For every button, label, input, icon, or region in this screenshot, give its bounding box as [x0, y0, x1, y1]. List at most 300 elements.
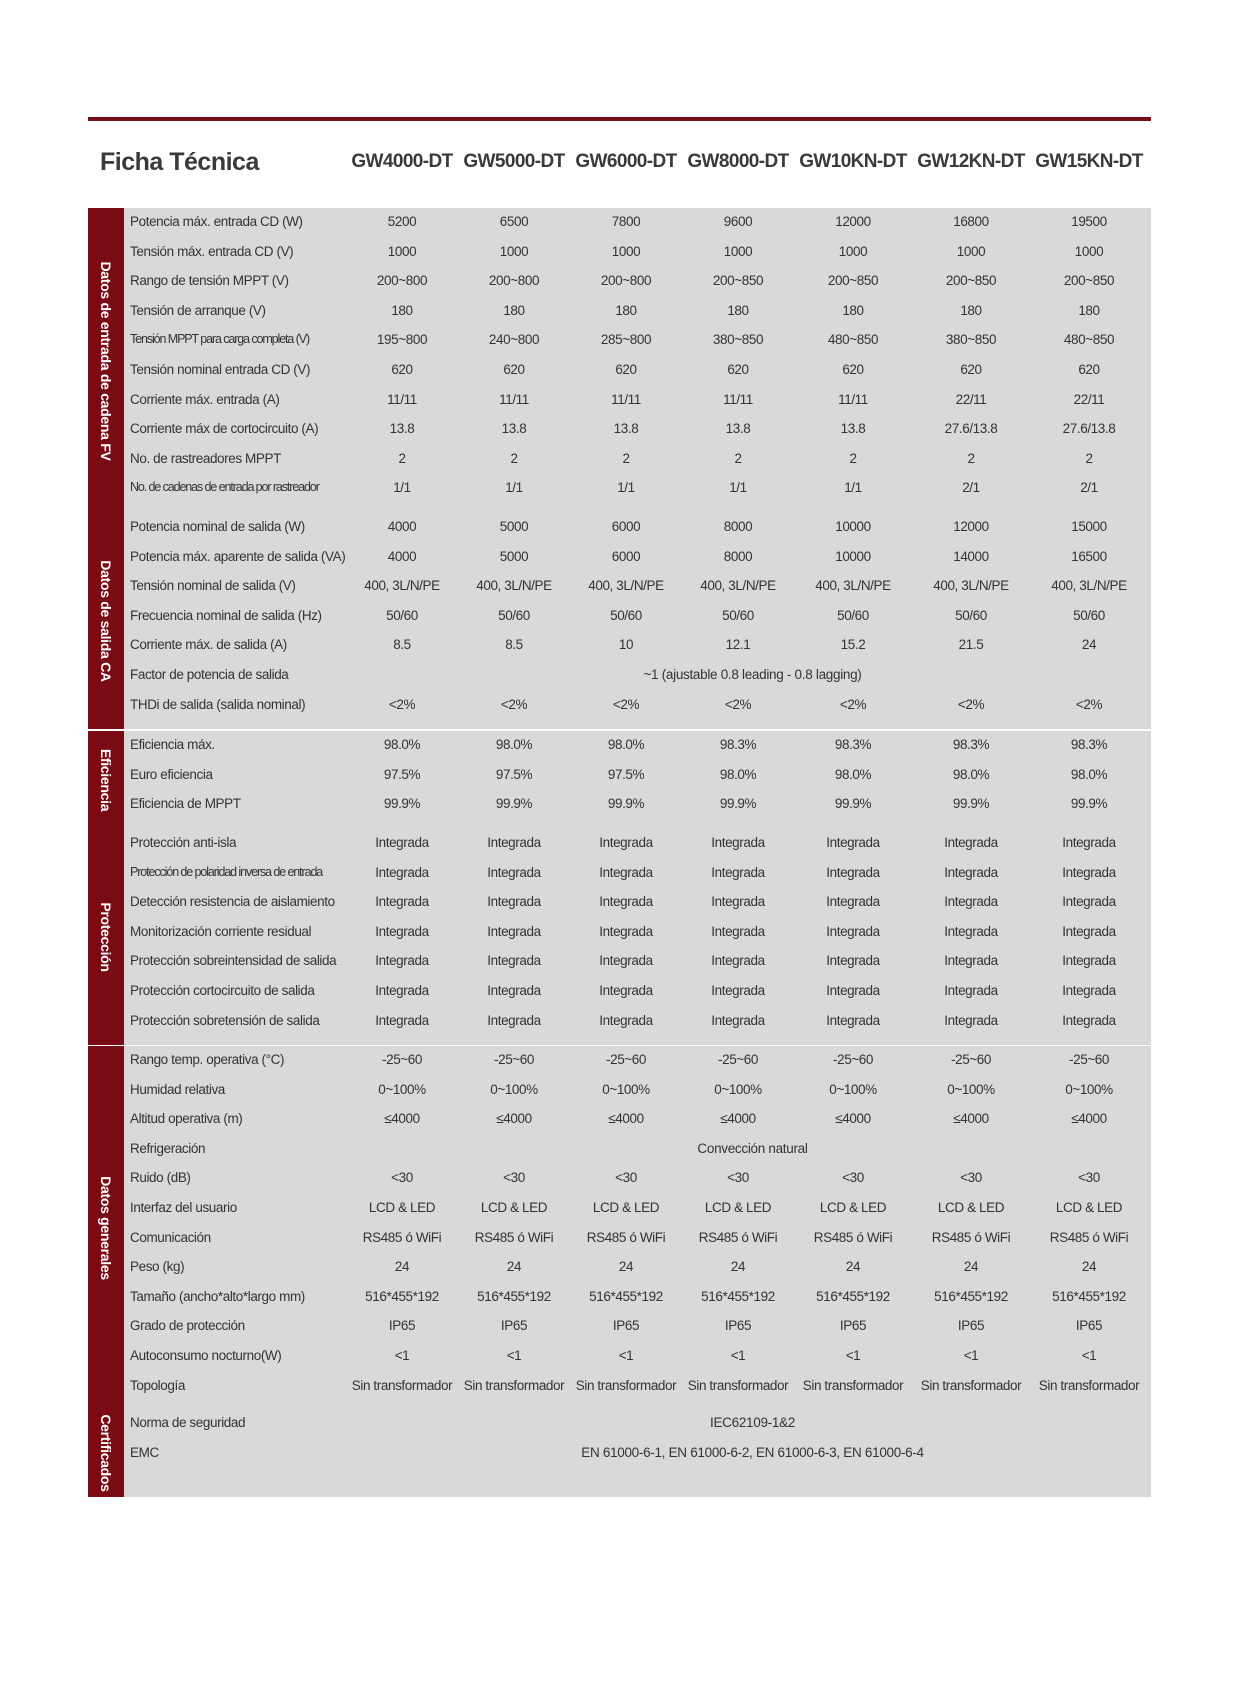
spec-row — [124, 791, 1151, 821]
spec-value: 98.3% — [1070, 737, 1108, 752]
spec-value: 0~100% — [829, 1081, 877, 1097]
spec-label: Detección resistencia de aislamiento — [130, 894, 335, 910]
spec-value: <2% — [612, 696, 640, 712]
spec-value: Integrada — [826, 983, 880, 998]
spec-value-span: Convección natural — [697, 1140, 808, 1156]
spec-label: Autoconsumo nocturno(W) — [130, 1348, 282, 1363]
spec-value: RS485 ó WiFi — [362, 1229, 442, 1245]
spec-value: LCD & LED — [937, 1200, 1005, 1215]
spec-label: Protección sobretensión de salida — [130, 1012, 320, 1028]
spec-value: 1/1 — [844, 480, 862, 496]
spec-value: <2% — [724, 696, 752, 712]
model-header: GW4000-DT — [351, 151, 453, 172]
spec-value: 6500 — [499, 214, 529, 229]
spec-value: <30 — [842, 1170, 864, 1186]
spec-value: <30 — [960, 1170, 982, 1186]
spec-value: <2% — [388, 696, 416, 712]
spec-value: RS485 ó WiFi — [586, 1229, 666, 1245]
spec-row — [124, 603, 1151, 633]
spec-value: 7800 — [611, 214, 641, 229]
spec-value: 99.9% — [834, 796, 872, 812]
spec-value: 240~800 — [488, 332, 540, 348]
spec-value: 480~850 — [827, 332, 879, 348]
spec-section — [88, 731, 1151, 829]
spec-value: 8.5 — [505, 637, 523, 653]
spec-value: ≤4000 — [953, 1111, 989, 1127]
section-label-text: Eficiencia — [98, 748, 114, 812]
spec-label: Protección sobreintensidad de salida — [130, 953, 337, 969]
spec-value: 16800 — [953, 214, 989, 229]
section-label — [88, 731, 124, 829]
spec-value: <2% — [839, 696, 867, 712]
section-label — [88, 1409, 124, 1497]
spec-value: 19500 — [1071, 214, 1107, 229]
spec-value: 9600 — [723, 214, 753, 229]
section-label-text: Datos de entrada de cadena FV — [98, 260, 114, 461]
spec-value: Integrada — [826, 953, 880, 969]
spec-value: 200~850 — [827, 273, 879, 289]
spec-row — [124, 692, 1151, 722]
spec-value: 24 — [845, 1259, 861, 1275]
spec-value: 195~800 — [376, 332, 428, 348]
spec-value-span: ~1 (ajustable 0.8 leading - 0.8 lagging) — [643, 667, 862, 682]
spec-value: 516*455*192 — [1052, 1288, 1126, 1304]
spec-value: 50/60 — [1073, 607, 1105, 623]
spec-value: 516*455*192 — [934, 1288, 1008, 1304]
spec-value: 24 — [963, 1259, 979, 1275]
spec-value: Integrada — [826, 864, 880, 880]
spec-label: Eficiencia de MPPT — [130, 796, 241, 812]
section-body — [124, 513, 1151, 729]
spec-value: IP65 — [388, 1318, 416, 1334]
spec-value: 22/11 — [955, 391, 987, 407]
spec-label: Ruido (dB) — [130, 1170, 191, 1186]
spec-label: No. de cadenas de entrada por rastreador — [130, 480, 319, 495]
spec-value: 0~100% — [714, 1081, 762, 1097]
spec-row — [124, 514, 1151, 544]
spec-value: Integrada — [711, 923, 765, 939]
spec-row — [124, 1343, 1151, 1373]
spec-value: 98.0% — [952, 766, 990, 782]
spec-row — [124, 357, 1151, 387]
spec-value: 22/11 — [1073, 391, 1105, 407]
spec-value: 99.9% — [952, 796, 990, 812]
page-title: Ficha Técnica — [100, 148, 259, 176]
spec-value: Integrada — [375, 1012, 429, 1028]
spec-label: EMC — [130, 1444, 159, 1460]
spec-value: IP65 — [500, 1318, 528, 1334]
spec-value: <1 — [1081, 1348, 1097, 1363]
spec-value: 180 — [960, 302, 982, 318]
spec-value: IP65 — [839, 1318, 867, 1334]
spec-value: 14000 — [953, 548, 989, 564]
spec-value: 6000 — [611, 548, 641, 564]
spec-row — [124, 1410, 1151, 1440]
spec-value: ≤4000 — [496, 1111, 532, 1127]
spec-value: -25~60 — [493, 1052, 534, 1067]
spec-value: 8.5 — [393, 637, 411, 653]
spec-value: 620 — [391, 362, 413, 377]
spec-value: 8000 — [723, 548, 753, 564]
spec-value: 180 — [503, 302, 525, 318]
spec-row — [124, 732, 1151, 762]
spec-label: Corriente máx de cortocircuito (A) — [130, 421, 319, 437]
spec-label: No. de rastreadores MPPT — [130, 450, 281, 466]
model-header: GW5000-DT — [463, 151, 565, 172]
spec-value: Integrada — [375, 923, 429, 939]
spec-value: Integrada — [944, 835, 998, 850]
spec-value: Integrada — [487, 953, 541, 969]
section-label — [88, 513, 124, 729]
spec-value: 1000 — [838, 243, 868, 259]
spec-row — [124, 1195, 1151, 1225]
spec-value: Integrada — [711, 835, 765, 850]
spec-row — [124, 268, 1151, 298]
section-body — [124, 829, 1151, 1045]
spec-row — [124, 446, 1151, 476]
spec-value: 10000 — [835, 519, 871, 534]
spec-row — [124, 544, 1151, 574]
spec-value: 5000 — [499, 548, 529, 564]
spec-value: 21.5 — [958, 637, 984, 653]
spec-value: Integrada — [826, 835, 880, 850]
spec-row — [124, 860, 1151, 890]
spec-value: 11/11 — [611, 391, 641, 407]
spec-row — [124, 573, 1151, 603]
spec-value: 13.8 — [613, 421, 639, 437]
spec-value: 0~100% — [947, 1081, 995, 1097]
spec-section — [88, 1409, 1151, 1497]
spec-value: Integrada — [487, 1012, 541, 1028]
spec-value: 13.8 — [501, 421, 527, 437]
spec-value: 50/60 — [498, 607, 530, 623]
spec-value: 180 — [842, 302, 864, 318]
spec-value: 98.0% — [495, 737, 533, 752]
spec-value: Integrada — [826, 894, 880, 910]
header-rule — [88, 117, 1151, 121]
spec-value: 1000 — [1074, 243, 1104, 259]
model-header: GW8000-DT — [687, 151, 789, 172]
spec-value: 2/1 — [962, 480, 980, 496]
spec-value: 285~800 — [600, 332, 652, 348]
section-label — [88, 1046, 124, 1410]
spec-label: Interfaz del usuario — [130, 1200, 237, 1215]
spec-value: <1 — [730, 1348, 746, 1363]
spec-value: 15.2 — [840, 637, 866, 653]
spec-value: <30 — [503, 1170, 525, 1186]
spec-value: 516*455*192 — [816, 1288, 890, 1304]
spec-value: Integrada — [1062, 835, 1116, 850]
spec-value: Integrada — [711, 1012, 765, 1028]
spec-value: 180 — [615, 302, 637, 318]
spec-value: 200~800 — [488, 273, 540, 289]
spec-row — [124, 1008, 1151, 1038]
spec-row — [124, 1077, 1151, 1107]
spec-value: 11/11 — [723, 391, 753, 407]
section-label-text: Protección — [98, 902, 114, 972]
spec-value: 50/60 — [386, 607, 418, 623]
spec-value: 99.9% — [1070, 796, 1108, 812]
spec-value: 1/1 — [729, 480, 747, 496]
spec-value: ≤4000 — [608, 1111, 644, 1127]
section-label — [88, 208, 124, 513]
spec-value: <2% — [1075, 696, 1103, 712]
spec-label: Factor de potencia de salida — [130, 667, 289, 682]
spec-label: Protección de polaridad inversa de entrada — [130, 864, 323, 879]
spec-label: Norma de seguridad — [130, 1415, 246, 1430]
spec-value: Sin transformador — [575, 1377, 677, 1393]
spec-value: 97.5% — [383, 766, 421, 782]
spec-label: Protección cortocircuito de salida — [130, 983, 315, 998]
spec-value: ≤4000 — [384, 1111, 420, 1127]
spec-row — [124, 948, 1151, 978]
spec-value: -25~60 — [381, 1052, 422, 1067]
spec-value: Sin transformador — [802, 1377, 904, 1393]
spec-label: Frecuencia nominal de salida (Hz) — [130, 607, 322, 623]
spec-row — [124, 830, 1151, 860]
spec-row — [124, 209, 1151, 239]
spec-value: 620 — [842, 362, 864, 377]
spec-value: 200~850 — [712, 273, 764, 289]
spec-value: Integrada — [599, 864, 653, 880]
spec-label: Altitud operativa (m) — [130, 1111, 243, 1127]
spec-value: 2/1 — [1080, 480, 1098, 496]
spec-label: Potencia máx. entrada CD (W) — [130, 214, 303, 229]
spec-row — [124, 239, 1151, 269]
spec-value: Integrada — [711, 894, 765, 910]
spec-value: <2% — [957, 696, 985, 712]
spec-value: 24 — [1081, 1259, 1097, 1275]
spec-label: Rango de tensión MPPT (V) — [130, 273, 289, 289]
spec-value: 98.0% — [834, 766, 872, 782]
spec-value: 400, 3L/N/PE — [933, 578, 1009, 594]
spec-row — [124, 475, 1151, 505]
spec-label: Comunicación — [130, 1229, 211, 1245]
model-header: GW6000-DT — [575, 151, 677, 172]
spec-value: 6000 — [611, 519, 641, 534]
spec-value: 12000 — [835, 214, 871, 229]
spec-value: IP65 — [612, 1318, 640, 1334]
spec-value: Sin transformador — [351, 1377, 453, 1393]
spec-value: Integrada — [375, 983, 429, 998]
spec-value: Integrada — [599, 923, 653, 939]
spec-value: 99.9% — [383, 796, 421, 812]
section-label-text: Datos de salida CA — [98, 560, 114, 682]
spec-label: Peso (kg) — [130, 1259, 185, 1275]
spec-row — [124, 978, 1151, 1008]
spec-value: IP65 — [1075, 1318, 1103, 1334]
spec-value: 2 — [398, 450, 406, 466]
spec-label: Corriente máx. de salida (A) — [130, 637, 287, 653]
spec-row — [124, 1373, 1151, 1403]
spec-value: 27.6/13.8 — [1062, 421, 1116, 437]
spec-value: LCD & LED — [704, 1200, 772, 1215]
spec-value: ≤4000 — [1071, 1111, 1107, 1127]
spec-value: 5200 — [387, 214, 417, 229]
spec-row — [124, 662, 1151, 692]
spec-row — [124, 1440, 1151, 1470]
spec-value: 10000 — [835, 548, 871, 564]
spec-value: 2 — [734, 450, 742, 466]
spec-value: 99.9% — [719, 796, 757, 812]
spec-value: 10 — [618, 637, 634, 653]
spec-value: 620 — [727, 362, 749, 377]
spec-value: Integrada — [1062, 1012, 1116, 1028]
spec-value: -25~60 — [832, 1052, 873, 1067]
spec-value: 200~850 — [1063, 273, 1115, 289]
spec-label: Tensión MPPT para carga completa (V) — [130, 332, 310, 347]
spec-value: <1 — [394, 1348, 410, 1363]
spec-value: 1/1 — [393, 480, 411, 496]
spec-value: 24 — [1081, 637, 1097, 653]
spec-value: 5000 — [499, 519, 529, 534]
spec-value: 0~100% — [490, 1081, 538, 1097]
spec-value: 1/1 — [505, 480, 523, 496]
spec-value: 98.0% — [719, 766, 757, 782]
spec-value: Integrada — [944, 1012, 998, 1028]
section-body — [124, 208, 1151, 513]
spec-section — [88, 829, 1151, 1045]
spec-value: 50/60 — [955, 607, 987, 623]
spec-row — [124, 327, 1151, 357]
spec-row — [124, 762, 1151, 792]
spec-value: LCD & LED — [819, 1200, 887, 1215]
spec-value: -25~60 — [605, 1052, 646, 1067]
spec-value: RS485 ó WiFi — [474, 1229, 554, 1245]
spec-value: 180 — [1078, 302, 1100, 318]
spec-value: Integrada — [1062, 923, 1116, 939]
spec-value: 2 — [510, 450, 518, 466]
spec-label: Monitorización corriente residual — [130, 923, 312, 939]
spec-value: 50/60 — [610, 607, 642, 623]
spec-value: -25~60 — [950, 1052, 991, 1067]
spec-row — [124, 387, 1151, 417]
section-body — [124, 1409, 1151, 1497]
spec-value: 99.9% — [495, 796, 533, 812]
spec-row — [124, 1313, 1151, 1343]
spec-value: 2 — [622, 450, 630, 466]
spec-value: 1000 — [499, 243, 529, 259]
spec-value: 98.3% — [719, 737, 757, 752]
spec-value: 400, 3L/N/PE — [364, 578, 440, 594]
spec-value: Integrada — [599, 1012, 653, 1028]
spec-value: 11/11 — [387, 391, 417, 407]
spec-value: Integrada — [375, 894, 429, 910]
spec-value: 1000 — [956, 243, 986, 259]
spec-value: Integrada — [944, 864, 998, 880]
spec-value: Integrada — [711, 953, 765, 969]
spec-value: 200~800 — [600, 273, 652, 289]
spec-value: 380~850 — [945, 332, 997, 348]
spec-value: 1000 — [723, 243, 753, 259]
spec-value: 98.0% — [607, 737, 645, 752]
spec-value: <2% — [500, 696, 528, 712]
spec-label: Rango temp. operativa (°C) — [130, 1052, 285, 1067]
spec-row — [124, 919, 1151, 949]
spec-value: Integrada — [1062, 953, 1116, 969]
spec-value: 0~100% — [602, 1081, 650, 1097]
spec-label: Tensión de arranque (V) — [130, 302, 266, 318]
spec-value: ≤4000 — [720, 1111, 756, 1127]
spec-value: Integrada — [944, 953, 998, 969]
spec-label: Tensión nominal entrada CD (V) — [130, 362, 311, 377]
spec-value: Integrada — [599, 835, 653, 850]
spec-label: Protección anti-isla — [130, 835, 237, 850]
spec-value: 24 — [394, 1259, 410, 1275]
spec-value: 99.9% — [607, 796, 645, 812]
model-header: GW10KN-DT — [799, 151, 907, 172]
spec-value: Integrada — [487, 864, 541, 880]
section-label-text: Certificados — [98, 1414, 114, 1492]
spec-value: Integrada — [375, 835, 429, 850]
spec-row — [124, 1225, 1151, 1255]
spec-value: 0~100% — [378, 1081, 426, 1097]
spec-value: 11/11 — [838, 391, 868, 407]
spec-row — [124, 1254, 1151, 1284]
spec-value: Integrada — [375, 953, 429, 969]
spec-value: 15000 — [1071, 519, 1107, 534]
spec-value: 12.1 — [725, 637, 751, 653]
spec-row — [124, 889, 1151, 919]
spec-label: Potencia nominal de salida (W) — [130, 519, 305, 534]
spec-value: <30 — [1078, 1170, 1100, 1186]
section-label — [88, 829, 124, 1045]
spec-value: Integrada — [487, 894, 541, 910]
spec-value: 620 — [960, 362, 982, 377]
spec-value: IP65 — [724, 1318, 752, 1334]
spec-value-span: IEC62109-1&2 — [710, 1415, 795, 1430]
spec-label: Topología — [130, 1377, 185, 1393]
spec-label: Eficiencia máx. — [130, 737, 215, 752]
spec-row — [124, 632, 1151, 662]
spec-value: 13.8 — [389, 421, 415, 437]
spec-label: Tamaño (ancho*alto*largo mm) — [130, 1288, 305, 1304]
model-header: GW15KN-DT — [1035, 151, 1143, 172]
spec-value: 24 — [506, 1259, 522, 1275]
model-header: GW12KN-DT — [917, 151, 1025, 172]
spec-value: <30 — [391, 1170, 413, 1186]
spec-value: 24 — [618, 1259, 634, 1275]
spec-label: Euro eficiencia — [130, 766, 213, 782]
spec-value: Integrada — [375, 864, 429, 880]
spec-label: Tensión nominal de salida (V) — [130, 578, 296, 594]
spec-value: 516*455*192 — [589, 1288, 663, 1304]
spec-value: <30 — [727, 1170, 749, 1186]
spec-value: Sin transformador — [1038, 1377, 1140, 1393]
spec-value: 98.0% — [1070, 766, 1108, 782]
table-header — [88, 143, 1151, 187]
spec-row — [124, 1106, 1151, 1136]
spec-value-span: EN 61000-6-1, EN 61000-6-2, EN 61000-6-3, EN 61000-6-4 — [581, 1444, 924, 1460]
spec-section — [88, 1046, 1151, 1410]
spec-value: Integrada — [599, 953, 653, 969]
spec-row — [124, 416, 1151, 446]
spec-value: 400, 3L/N/PE — [588, 578, 664, 594]
spec-value: 13.8 — [840, 421, 866, 437]
spec-value: <1 — [845, 1348, 861, 1363]
spec-value: 98.0% — [383, 737, 421, 752]
spec-value: 620 — [503, 362, 525, 377]
spec-value: ≤4000 — [835, 1111, 871, 1127]
spec-value: Integrada — [487, 923, 541, 939]
spec-value: 0~100% — [1065, 1081, 1113, 1097]
spec-value: 11/11 — [499, 391, 529, 407]
spec-value: Integrada — [944, 894, 998, 910]
spec-value: LCD & LED — [1055, 1200, 1123, 1215]
spec-value: 98.3% — [834, 737, 872, 752]
spec-value: Integrada — [1062, 983, 1116, 998]
spec-value: 4000 — [387, 519, 417, 534]
